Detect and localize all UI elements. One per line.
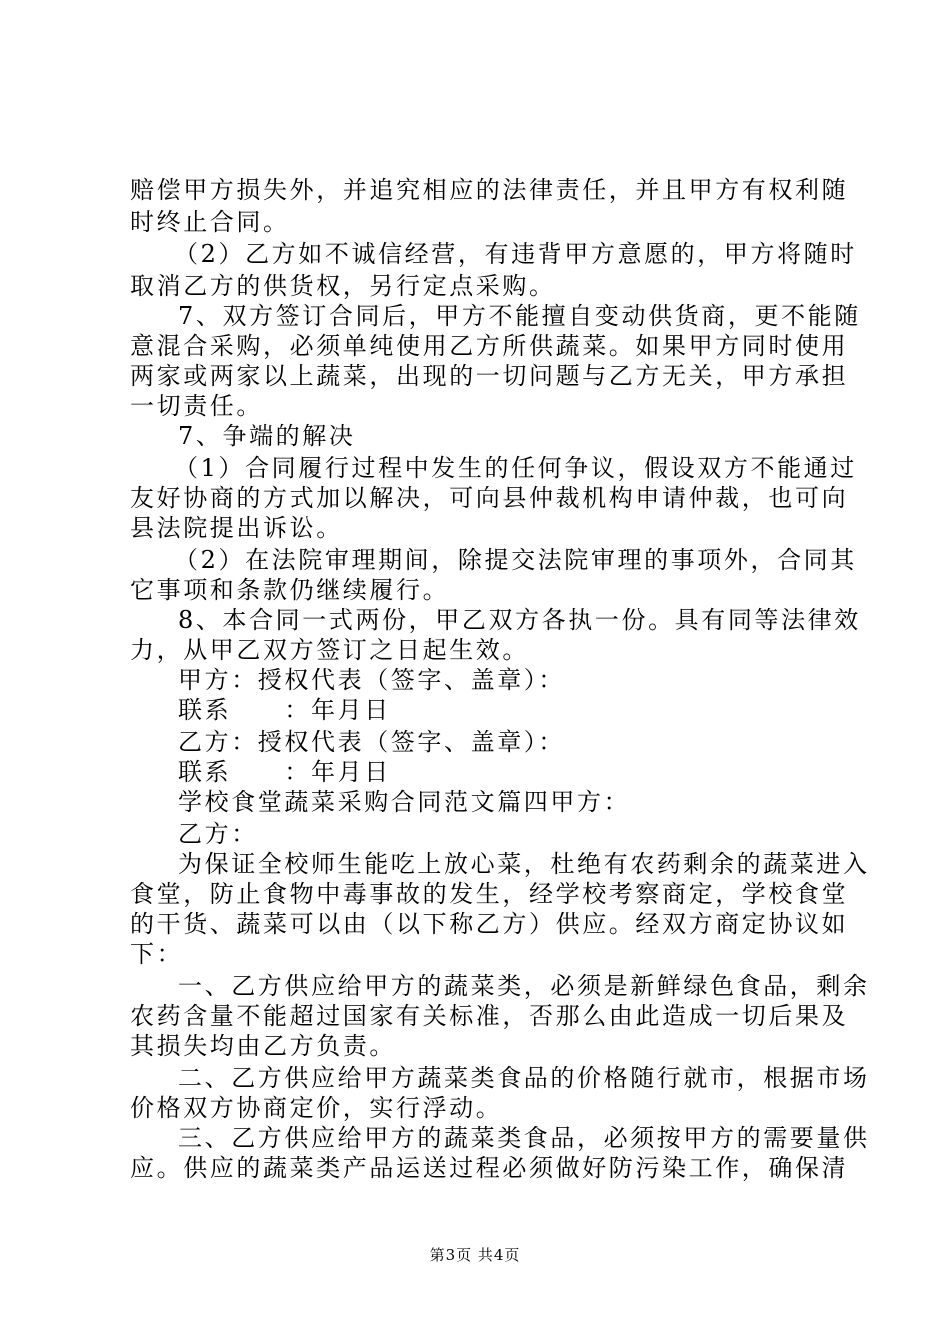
text-line: 农药含量不能超过国家有关标准，否那么由此造成一切后果及 (130, 1002, 849, 1030)
text-line: （1）合同履行过程中发生的任何争议，假设双方不能通过 (174, 454, 857, 482)
page-number-footer: 第3页 共4页 (429, 1246, 521, 1264)
contact-line: 联系 ：年月日 (178, 696, 391, 724)
text-line: 的干货、蔬菜可以由（以下称乙方）供应。经双方商定协议如 (130, 910, 849, 938)
text-line: 其损失均由乙方负责。 (130, 1032, 396, 1060)
text-line: 力，从甲乙双方签订之日起生效。 (130, 636, 529, 664)
section-heading: 学校食堂蔬菜采购合同范文篇四甲方： (178, 788, 631, 816)
text-line: 意混合采购，必须单纯使用乙方所供蔬菜。如果甲方同时使用 (130, 332, 849, 360)
text-line: （2）在法院审理期间，除提交法院审理的事项外，合同其 (174, 546, 857, 574)
text-line: 二、乙方供应给甲方蔬菜类食品的价格随行就市，根据市场 (178, 1064, 870, 1092)
text-line: 应。供应的蔬菜类产品运送过程必须做好防污染工作，确保清 (130, 1154, 849, 1182)
text-line: 一、乙方供应给甲方的蔬菜类，必须是新鲜绿色食品，剩余 (178, 972, 870, 1000)
text-line: 取消乙方的供货权，另行定点采购。 (130, 272, 556, 300)
text-line: 一切责任。 (130, 392, 263, 420)
text-line: 食堂，防止食物中毒事故的发生，经学校考察商定，学校食堂 (130, 880, 849, 908)
text-line: 赔偿甲方损失外，并追究相应的法律责任，并且甲方有权利随 (130, 176, 849, 204)
text-line: 县法院提出诉讼。 (130, 514, 343, 542)
text-line: 两家或两家以上蔬菜，出现的一切问题与乙方无关，甲方承担 (130, 362, 849, 390)
signature-line: 甲方：授权代表（签字、盖章）： (178, 666, 565, 694)
text-line: 下： (130, 940, 184, 968)
text-line: 三、乙方供应给甲方的蔬菜类食品，必须按甲方的需要量供 (178, 1124, 870, 1152)
text-line: 价格双方协商定价，实行浮动。 (130, 1094, 503, 1122)
text-line: 它事项和条款仍继续履行。 (130, 576, 450, 604)
text-line: 乙方： (178, 820, 258, 848)
text-line: 时终止合同。 (130, 208, 290, 236)
text-line: 友好协商的方式加以解决，可向县仲裁机构申请仲裁，也可向 (130, 484, 849, 512)
contact-line: 联系 ：年月日 (178, 758, 391, 786)
text-line: （2）乙方如不诚信经营，有违背甲方意愿的，甲方将随时 (174, 240, 857, 268)
text-line: 7、争端的解决 (178, 422, 356, 450)
text-line: 8、本合同一式两份，甲乙双方各执一份。具有同等法律效 (178, 606, 861, 634)
text-line: 7、双方签订合同后，甲方不能擅自变动供货商，更不能随 (178, 302, 861, 330)
text-line: 为保证全校师生能吃上放心菜，杜绝有农药剩余的蔬菜进入 (178, 850, 870, 878)
signature-line: 乙方：授权代表（签字、盖章）： (178, 728, 565, 756)
